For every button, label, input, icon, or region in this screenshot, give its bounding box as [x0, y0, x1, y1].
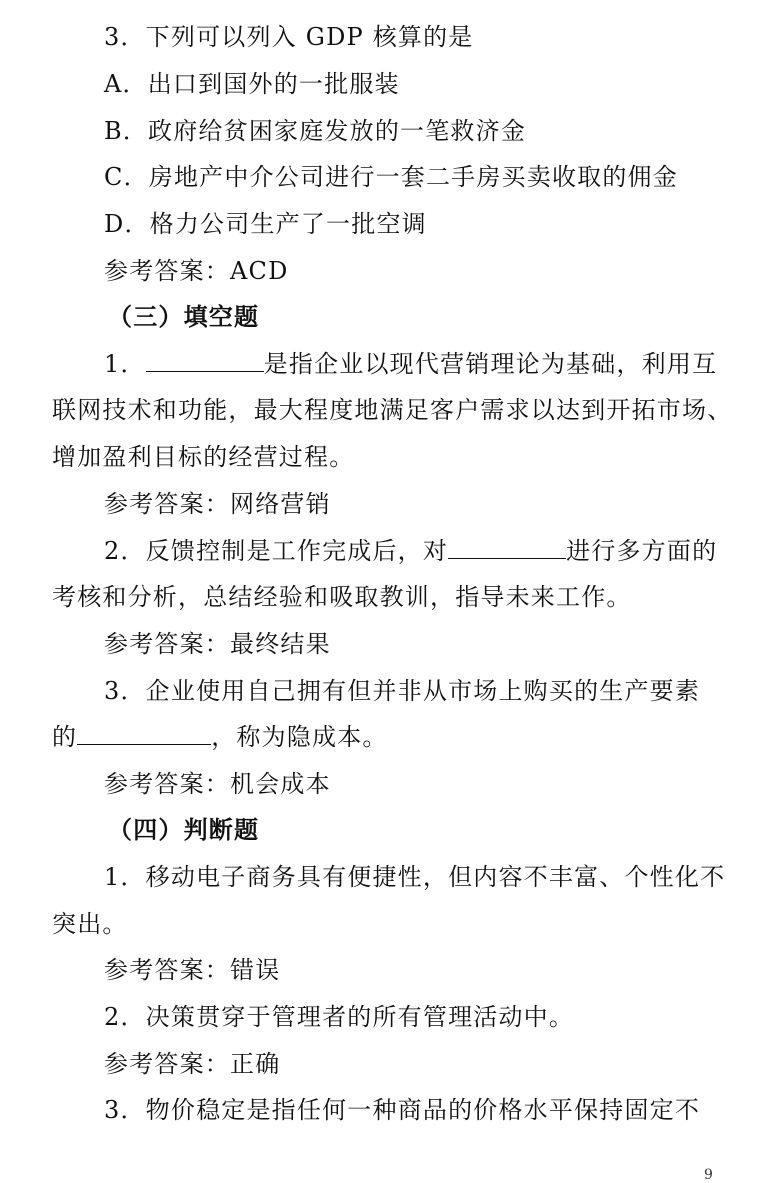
question-text: 3．企业使用自己拥有但并非从市场上购买的生产要素: [104, 677, 701, 705]
answer: 参考答案：错误: [104, 956, 281, 984]
fill-question-line: [104, 536, 764, 566]
page-number: 9: [704, 1167, 713, 1183]
option-d: D．格力公司生产了一批空调: [104, 210, 427, 238]
question-text: 考核和分析，总结经验和吸取教训，指导未来工作。: [52, 583, 632, 611]
option-c: C．房地产中介公司进行一套二手房买卖收取的佣金: [104, 163, 678, 191]
answer: 参考答案：机会成本: [104, 770, 331, 798]
question-text: 进行多方面的: [566, 537, 718, 565]
question-stem: 3．下列可以列入 GDP 核算的是: [104, 23, 474, 51]
answer-blank: [448, 536, 566, 559]
question-text: 3．物价稳定是指任何一种商品的价格水平保持固定不: [104, 1096, 701, 1124]
answer: 参考答案：最终结果: [104, 630, 331, 658]
answer: 参考答案：ACD: [104, 257, 289, 285]
question-text: ，称为隐成本。: [211, 723, 388, 751]
answer-blank: [146, 349, 264, 372]
question-text: 2．决策贯穿于管理者的所有管理活动中。: [104, 1003, 575, 1031]
section-heading: （四）判断题: [108, 815, 260, 844]
option-b: B．政府给贫困家庭发放的一笔救济金: [104, 117, 527, 145]
question-text: 突出。: [52, 910, 128, 938]
question-text: 2．反馈控制是工作完成后，对: [104, 537, 449, 565]
question-text: 是指企业以现代营销理论为基础，利用互: [263, 350, 718, 378]
fill-question-line: [52, 722, 752, 752]
question-text: 1．移动电子商务具有便捷性，但内容不丰富、个性化不: [104, 863, 726, 891]
question-number: 1．: [104, 350, 146, 378]
question-text: 联网技术和功能，最大程度地满足客户需求以达到开拓市场、: [52, 396, 733, 424]
answer-blank: [77, 722, 211, 745]
question-text: 增加盈利目标的经营过程。: [52, 443, 355, 471]
section-heading: （三）填空题: [108, 302, 260, 331]
answer: 参考答案：网络营销: [104, 490, 331, 518]
question-text: 的: [52, 723, 78, 751]
answer: 参考答案：正确: [104, 1050, 281, 1078]
option-a: A．出口到国外的一批服装: [104, 70, 400, 98]
fill-question-line: [104, 349, 764, 379]
